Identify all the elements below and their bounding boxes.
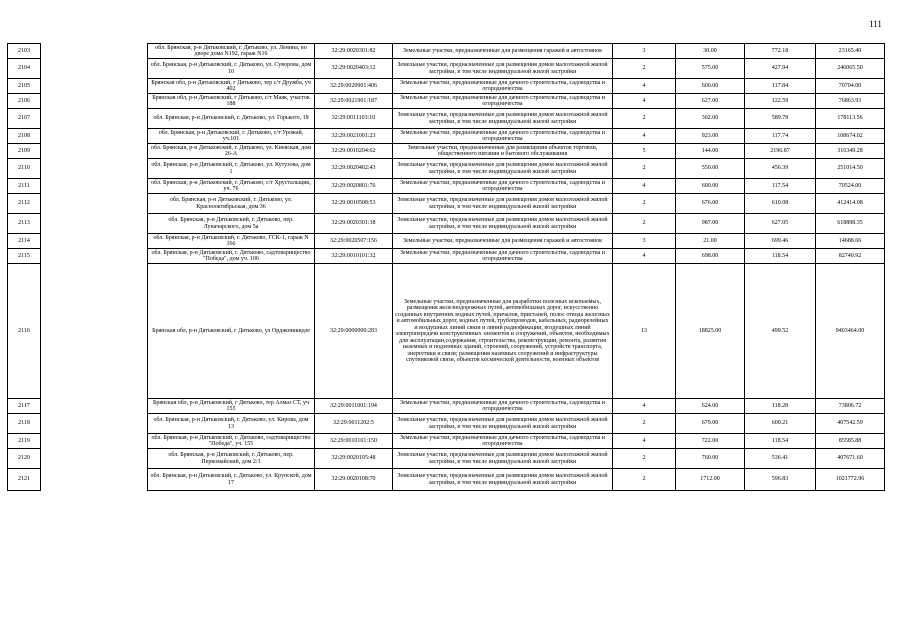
row-number: 2119 <box>8 434 41 449</box>
row-number: 2118 <box>8 414 41 434</box>
table-row <box>8 44 885 59</box>
cadastral-number-cell: 32:29:0020901:406 <box>315 79 393 94</box>
row-number: 2121 <box>8 469 41 491</box>
cadastral-number-cell: 32:29:0020801:76 <box>315 179 393 194</box>
rate-cell: 118.54 <box>745 249 816 264</box>
row-number: 2116 <box>8 264 41 399</box>
cadastral-value-cell: 618898.35 <box>816 214 885 234</box>
area-cell: 624.00 <box>676 399 745 414</box>
category-cell: 3 <box>613 44 676 59</box>
row-number: 2120 <box>8 449 41 469</box>
row-number: 2113 <box>8 214 41 234</box>
gap-cell <box>41 469 148 491</box>
gap-cell <box>41 434 148 449</box>
area-cell: 679.00 <box>676 414 745 434</box>
land-use-cell: Земельные участки, предназначенные для размещения домов малоэтажной жилой застройки, в том числе индивидуальной жилой застройки <box>393 59 613 79</box>
cadastral-value-cell: 251014.50 <box>816 159 885 179</box>
table-row <box>8 59 885 79</box>
rate-cell: 117.84 <box>745 79 816 94</box>
cadastral-number-cell: 32:29:0010508:53 <box>315 194 393 214</box>
table-row <box>8 234 885 249</box>
row-number: 2110 <box>8 159 41 179</box>
gap-cell <box>41 179 148 194</box>
table-row <box>8 264 885 399</box>
address-cell: обл. Брянская, р-н Дятьковский, г. Дятьково, садтоварищество "Победа", уч. 155 <box>148 434 315 449</box>
land-use-cell: Земельные участки, предназначенные для дачного строительства, садоводства и огородничества <box>393 129 613 144</box>
category-cell: 2 <box>613 109 676 129</box>
row-number: 2103 <box>8 44 41 59</box>
gap-cell <box>41 144 148 159</box>
area-cell: 600.00 <box>676 79 745 94</box>
row-number: 2114 <box>8 234 41 249</box>
cadastral-value-cell: 246065.50 <box>816 59 885 79</box>
address-cell: обл. Брянская, р-н Дятьковский, г. Дятьково, ул. Краснооктябрьская, дом 36 <box>148 194 315 214</box>
address-cell: обл. Брянская, р-н Дятьковский, г. Дятьково, ул. Крупской, дом 17 <box>148 469 315 491</box>
address-cell: обл. Брянская, р-н Дятьковский, г. Дятьково, ул. Суворова, дом 10 <box>148 59 315 79</box>
cadastral-number-cell: 32:29:0011202:5 <box>315 414 393 434</box>
cadastral-value-cell: 82740.92 <box>816 249 885 264</box>
cadastral-value-cell: 407671.60 <box>816 449 885 469</box>
cadastral-number-cell: 32:29:0021901:187 <box>315 94 393 109</box>
cadastral-value-cell: 178113.56 <box>816 109 885 129</box>
category-cell: 5 <box>613 144 676 159</box>
row-number: 2109 <box>8 144 41 159</box>
cadastral-value-cell: 412414.08 <box>816 194 885 214</box>
category-cell: 4 <box>613 249 676 264</box>
cadastral-number-cell: 32:29:0020105:48 <box>315 449 393 469</box>
address-cell: обл. Брянская, р-н Дятьковский, г. Дятьково, ГСК-1, гараж N 166 <box>148 234 315 249</box>
area-cell: 698.00 <box>676 249 745 264</box>
cadastral-number-cell: 32:29:0021001:23 <box>315 129 393 144</box>
cadastral-number-cell: 32:29:0020403:12 <box>315 59 393 79</box>
land-use-cell: Земельные участки, предназначенные для дачного строительства, садоводства и огородничества <box>393 399 613 414</box>
rate-cell: 427.94 <box>745 59 816 79</box>
cadastral-value-cell: 23165.40 <box>816 44 885 59</box>
table-row <box>8 179 885 194</box>
area-cell: 722.00 <box>676 434 745 449</box>
address-cell: обл. Брянская, р-н Дятьковский, г. Дятьково, ул. Горького, 18 <box>148 109 315 129</box>
address-cell: обл. Брянская, р-н Дятьковский, г. Дятьково, ул. Ленина, во дворе дома N192, гараж N16 <box>148 44 315 59</box>
gap-cell <box>41 79 148 94</box>
table-row <box>8 109 885 129</box>
gap-cell <box>41 44 148 59</box>
cadastral-number-cell: 32:29:0020402:43 <box>315 159 393 179</box>
rate-cell: 118.28 <box>745 399 816 414</box>
category-cell: 4 <box>613 79 676 94</box>
cadastral-number-cell: 32:29:0020301:38 <box>315 214 393 234</box>
land-use-cell: Земельные участки, предназначенные для дачного строительства, садоводства и огородничества <box>393 94 613 109</box>
category-cell: 4 <box>613 94 676 109</box>
cadastral-value-cell: 76863.93 <box>816 94 885 109</box>
land-use-cell: Земельные участки, предназначенные для размещения домов малоэтажной жилой застройки, в том числе индивидуальной жилой застройки <box>393 159 613 179</box>
rate-cell: 589.78 <box>745 109 816 129</box>
cadastral-value-cell: 73806.72 <box>816 399 885 414</box>
row-number: 2105 <box>8 79 41 94</box>
table-row <box>8 449 885 469</box>
cadastral-value-cell: 108674.02 <box>816 129 885 144</box>
address-cell: обл. Брянская, р-н Дятьковский, г. Дятьково, с/т Урожай, уч.101 <box>148 129 315 144</box>
area-cell: 302.00 <box>676 109 745 129</box>
area-cell: 575.00 <box>676 59 745 79</box>
area-cell: 30.00 <box>676 44 745 59</box>
area-cell: 550.00 <box>676 159 745 179</box>
table-row <box>8 159 885 179</box>
rate-cell: 536.41 <box>745 449 816 469</box>
land-use-cell: Земельные участки, предназначенные для размещения гаражей и автостоянок <box>393 234 613 249</box>
category-cell: 4 <box>613 129 676 144</box>
table-row <box>8 144 885 159</box>
address-cell: обл. Брянская, р-н Дятьковский, г. Дятьково, ул. Кутузова, дом 1 <box>148 159 315 179</box>
gap-cell <box>41 159 148 179</box>
table-row <box>8 79 885 94</box>
land-use-cell: Земельные участки, предназначенные для размещения домов малоэтажной жилой застройки, в том числе индивидуальной жилой застройки <box>393 194 613 214</box>
address-cell: Брянская обл, р-н Дятьковский, г Дятьково, ул Орджоникидзе <box>148 264 315 399</box>
table-row <box>8 194 885 214</box>
area-cell: 760.00 <box>676 449 745 469</box>
rate-cell: 122.59 <box>745 94 816 109</box>
table-body <box>8 44 885 491</box>
address-cell: обл. Брянская, р-н Дятьковский, г. Дятьково, пер. Луначарского, дом 5а <box>148 214 315 234</box>
area-cell: 987.00 <box>676 214 745 234</box>
gap-cell <box>41 194 148 214</box>
row-number: 2112 <box>8 194 41 214</box>
cadastral-value-cell: 85585.88 <box>816 434 885 449</box>
land-use-cell: Земельные участки, предназначенные для разработки полезных ископаемых, размещения железнодорожных путей, автомобильных дорог, искусственно созданных внутренних водных путей, причалов, пристаней, полос отвода железных и автомобильных дорог, водных путей, трубопроводов, кабельных, радиорелейных и воздушных линий связи и линий радиофикации, воздушных линий электропередачи конструктивных элементов и сооружений, объектов, необходимых для эксплуатации,содержания, строительства, реконструкции, ремонта, развития наземных и подземных зданий, строений, сооружений, устройств транспорта, энергетики и связи; размещения наземных сооружений и инфраструктуры спутниковой связи, объектов космической деятельности, военных объектов <box>393 264 613 399</box>
gap-cell <box>41 264 148 399</box>
cadastral-value-cell: 9403464.00 <box>816 264 885 399</box>
cadastral-number-cell: 32:29:0010101:32 <box>315 249 393 264</box>
land-use-cell: Земельные участки, предназначенные для дачного строительства, садоводства и огородничества <box>393 179 613 194</box>
land-use-cell: Земельные участки, предназначенные для дачного строительства, садоводства и огородничества <box>393 434 613 449</box>
cadastral-value-cell: 14688.66 <box>816 234 885 249</box>
gap-cell <box>41 249 148 264</box>
table-row <box>8 399 885 414</box>
gap-cell <box>41 234 148 249</box>
rate-cell: 772.18 <box>745 44 816 59</box>
area-cell: 600.00 <box>676 179 745 194</box>
table-row <box>8 469 885 491</box>
rate-cell: 596.83 <box>745 469 816 491</box>
category-cell: 4 <box>613 399 676 414</box>
address-cell: Брянская обл, р-н Дятьковский, г Дятьково, тер Алмаз СТ, уч 155 <box>148 399 315 414</box>
cadastral-value-cell: 407542.59 <box>816 414 885 434</box>
row-number: 2104 <box>8 59 41 79</box>
land-use-cell: Земельные участки, предназначенные для размещения домов малоэтажной жилой застройки, в том числе индивидуальной жилой застройки <box>393 214 613 234</box>
address-cell: обл. Брянская, р-н Дятьковский, г. Дятьково, ул. Киевская, дом 26-А <box>148 144 315 159</box>
rate-cell: 610.08 <box>745 194 816 214</box>
category-cell: 2 <box>613 159 676 179</box>
gap-cell <box>41 214 148 234</box>
rate-cell: 499.52 <box>745 264 816 399</box>
rate-cell: 118.54 <box>745 434 816 449</box>
table-row <box>8 249 885 264</box>
category-cell: 2 <box>613 59 676 79</box>
area-cell: 18825.00 <box>676 264 745 399</box>
area-cell: 144.00 <box>676 144 745 159</box>
rate-cell: 456.39 <box>745 159 816 179</box>
area-cell: 676.00 <box>676 194 745 214</box>
land-use-cell: Земельные участки, предназначенные для размещения домов малоэтажной жилой застройки, в том числе индивидуальной жилой застройки <box>393 414 613 434</box>
land-use-cell: Земельные участки, предназначенные для размещения объектов торговли, общественного питания и бытового обслуживания <box>393 144 613 159</box>
cadastral-number-cell: 32:29:0020301:82 <box>315 44 393 59</box>
cadastral-number-cell: 32:29:0020507:156 <box>315 234 393 249</box>
address-cell: обл. Брянская, р-н Дятьковский, г. Дятьково, ул. Кирова, дом 13 <box>148 414 315 434</box>
address-cell: обл. Брянская, р-н Дятьковский, г. Дятьково, с/т Хрустальщик, уч. 76 <box>148 179 315 194</box>
area-cell: 21.00 <box>676 234 745 249</box>
table-row <box>8 94 885 109</box>
gap-cell <box>41 414 148 434</box>
category-cell: 2 <box>613 469 676 491</box>
table-row <box>8 414 885 434</box>
cadastral-value-cell: 316349.28 <box>816 144 885 159</box>
address-cell: Брянская обл, р-н Дятьковский, г Дятьково, тер с/т Дружба, уч 402 <box>148 79 315 94</box>
rate-cell: 699.46 <box>745 234 816 249</box>
category-cell: 4 <box>613 434 676 449</box>
category-cell: 4 <box>613 179 676 194</box>
address-cell: обл. Брянская, р-н Дятьковский, г. Дятьково, пер. Первомайский, дом 2/1 <box>148 449 315 469</box>
gap-cell <box>41 94 148 109</box>
page-number: 111 <box>869 19 882 29</box>
category-cell: 3 <box>613 234 676 249</box>
gap-cell <box>41 399 148 414</box>
rate-cell: 117.54 <box>745 179 816 194</box>
rate-cell: 117.74 <box>745 129 816 144</box>
area-cell: 923.00 <box>676 129 745 144</box>
land-use-cell: Земельные участки, предназначенные для размещения домов малоэтажной жилой застройки, в том числе индивидуальной жилой застройки <box>393 449 613 469</box>
address-cell: обл. Брянская, р-н Дятьковский, г. Дятьково, садтоварищество "Победа", дом уч. 106 <box>148 249 315 264</box>
row-number: 2117 <box>8 399 41 414</box>
gap-cell <box>41 449 148 469</box>
area-cell: 1712.00 <box>676 469 745 491</box>
land-use-cell: Земельные участки, предназначенные для размещения гаражей и автостоянок <box>393 44 613 59</box>
land-use-cell: Земельные участки, предназначенные для размещения домов малоэтажной жилой застройки, в том числе индивидуальной жилой застройки <box>393 109 613 129</box>
cadastral-value-cell: 70524.00 <box>816 179 885 194</box>
land-use-cell: Земельные участки, предназначенные для дачного строительства, садоводства и огородничества <box>393 249 613 264</box>
row-number: 2107 <box>8 109 41 129</box>
land-use-cell: Земельные участки, предназначенные для размещения домов малоэтажной жилой застройки, в том числе индивидуальной жилой застройки <box>393 469 613 491</box>
rate-cell: 2196.87 <box>745 144 816 159</box>
cadastral-value-cell: 70704.00 <box>816 79 885 94</box>
row-number: 2108 <box>8 129 41 144</box>
category-cell: 2 <box>613 214 676 234</box>
cadastral-number-cell: 32:29:0020108:70 <box>315 469 393 491</box>
rate-cell: 627.05 <box>745 214 816 234</box>
cadastral-number-cell: 32:29:0011103:10 <box>315 109 393 129</box>
table-row <box>8 129 885 144</box>
row-number: 2106 <box>8 94 41 109</box>
cadastral-number-cell: 32:29:0010204:62 <box>315 144 393 159</box>
row-number: 2111 <box>8 179 41 194</box>
category-cell: 2 <box>613 414 676 434</box>
table-row <box>8 214 885 234</box>
rate-cell: 600.21 <box>745 414 816 434</box>
land-registry-table <box>7 43 885 491</box>
address-cell: Брянская обл, р-н Дятьковский, г Дятьково, с/т Маяк, участок 188 <box>148 94 315 109</box>
area-cell: 627.00 <box>676 94 745 109</box>
category-cell: 13 <box>613 264 676 399</box>
table-row <box>8 434 885 449</box>
row-number: 2115 <box>8 249 41 264</box>
cadastral-value-cell: 1021772.96 <box>816 469 885 491</box>
cadastral-number-cell: 32:29:0011001:194 <box>315 399 393 414</box>
cadastral-number-cell: 32:29:0000000:283 <box>315 264 393 399</box>
gap-cell <box>41 129 148 144</box>
category-cell: 2 <box>613 194 676 214</box>
cadastral-number-cell: 32:29:0010101:150 <box>315 434 393 449</box>
land-use-cell: Земельные участки, предназначенные для дачного строительства, садоводства и огородничества <box>393 79 613 94</box>
gap-cell <box>41 109 148 129</box>
category-cell: 2 <box>613 449 676 469</box>
gap-cell <box>41 59 148 79</box>
